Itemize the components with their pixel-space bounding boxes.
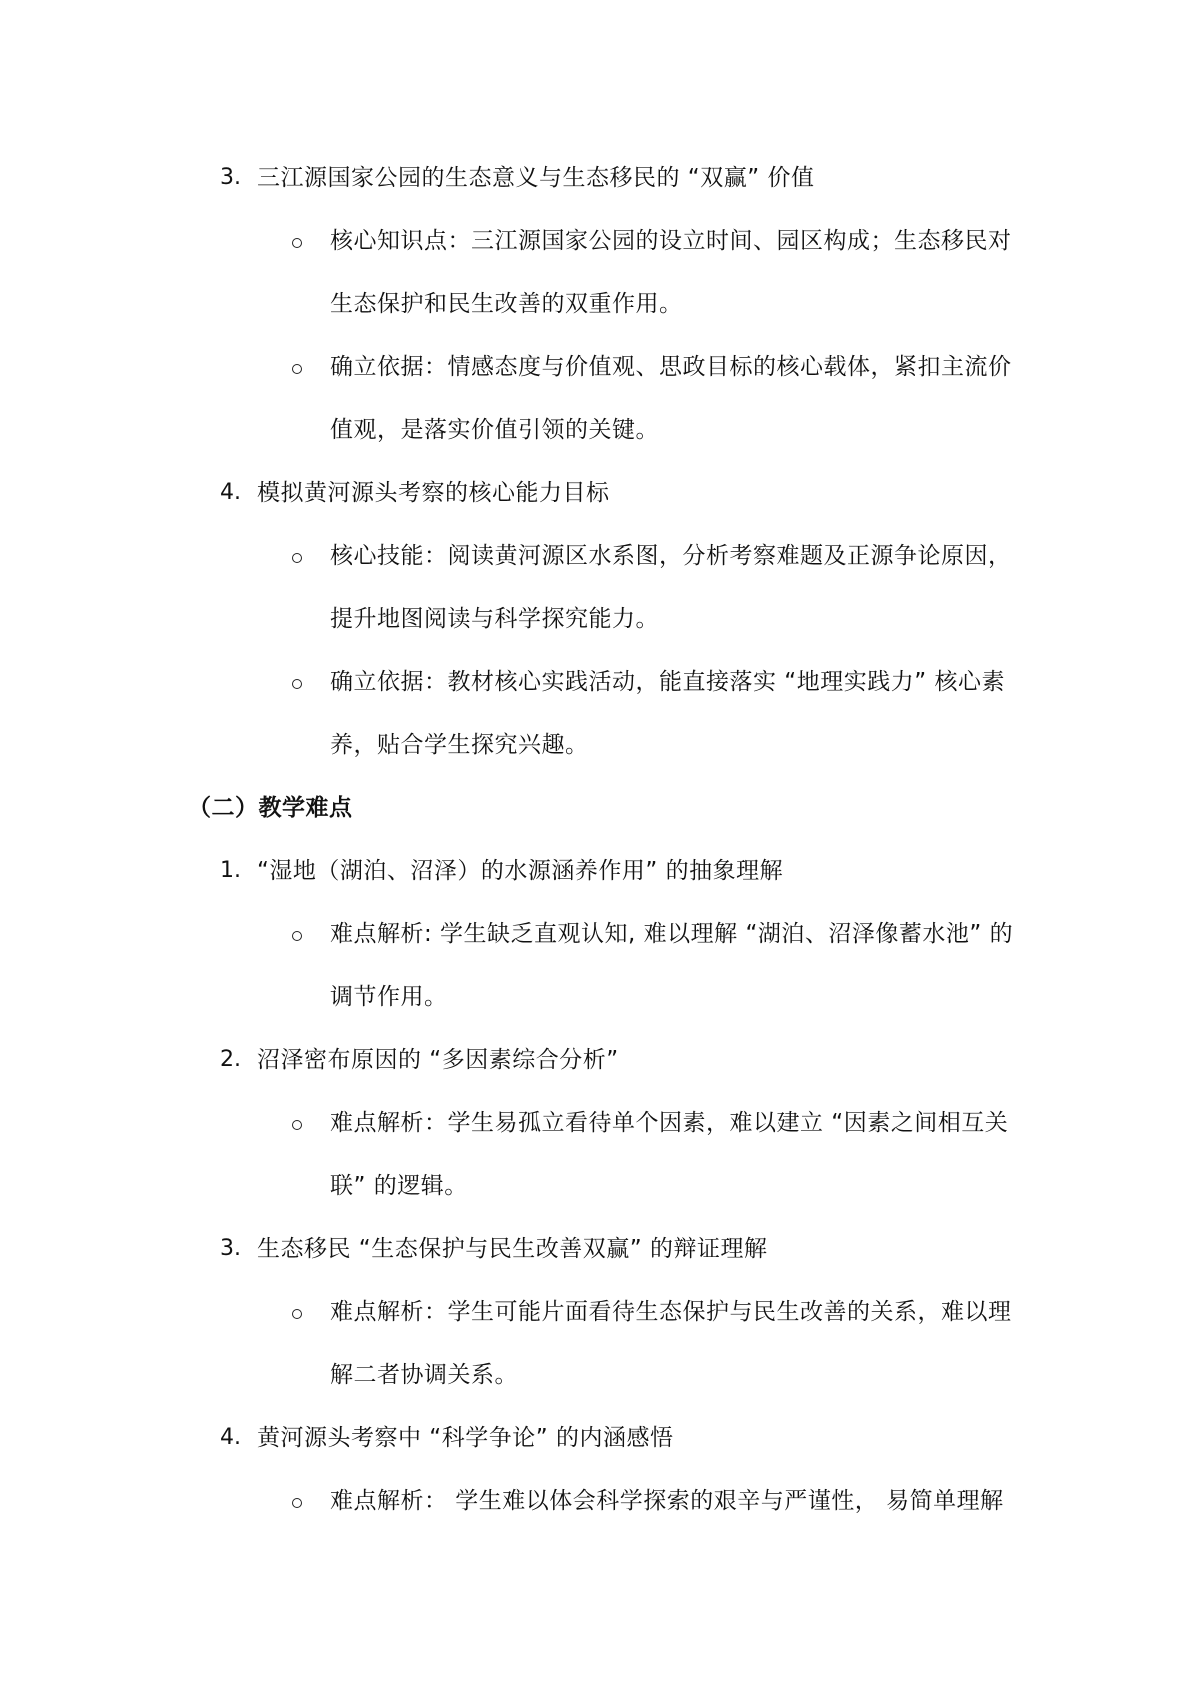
point-line: 值观，是落实价值引领的关键。 (330, 417, 659, 443)
point-line: 确立依据：教材核心实践活动，能直接落实 “地理实践力” 核心素 (330, 669, 1005, 695)
item-number: 2. (220, 1047, 241, 1072)
circle-bullet-icon (292, 931, 302, 941)
circle-bullet-icon (292, 553, 302, 563)
item-number: 4. (220, 1425, 241, 1450)
item-title: 模拟黄河源头考察的核心能力目标 (257, 480, 610, 506)
point-line: 难点解析： 学生难以体会科学探索的艰辛与严谨性， 易简单理解 (330, 1488, 1004, 1514)
circle-bullet-icon (292, 238, 302, 248)
section-heading: （二）教学难点 (188, 795, 353, 821)
point-line: 生态保护和民生改善的双重作用。 (330, 291, 683, 317)
circle-bullet-icon (292, 1120, 302, 1130)
item-title: 生态移民 “生态保护与民生改善双赢” 的辩证理解 (257, 1236, 768, 1262)
item-title: “湿地（湖泊、沼泽）的水源涵养作用” 的抽象理解 (257, 858, 784, 884)
item-title: 黄河源头考察中 “科学争论” 的内涵感悟 (257, 1425, 674, 1451)
point-line: 确立依据：情感态度与价值观、思政目标的核心载体，紧扣主流价 (330, 354, 1012, 380)
point-line: 难点解析：学生易孤立看待单个因素，难以建立 “因素之间相互关 (330, 1110, 1009, 1136)
circle-bullet-icon (292, 364, 302, 374)
item-number: 3. (220, 1236, 241, 1261)
point-line: 核心知识点：三江源国家公园的设立时间、园区构成；生态移民对 (330, 228, 1012, 254)
circle-bullet-icon (292, 679, 302, 689)
point-line: 解二者协调关系。 (330, 1362, 518, 1388)
point-line: 提升地图阅读与科学探究能力。 (330, 606, 659, 632)
circle-bullet-icon (292, 1498, 302, 1508)
point-line: 联” 的逻辑。 (330, 1173, 468, 1199)
item-title: 三江源国家公园的生态意义与生态移民的 “双赢” 价值 (257, 165, 815, 191)
item-number: 3. (220, 165, 241, 190)
point-line: 难点解析: 学生缺乏直观认知, 难以理解 “湖泊、沼泽像蓄水池” 的 (330, 921, 1014, 947)
point-line: 养，贴合学生探究兴趣。 (330, 732, 589, 758)
item-number: 4. (220, 480, 241, 505)
point-line: 难点解析：学生可能片面看待生态保护与民生改善的关系，难以理 (330, 1299, 1012, 1325)
item-number: 1. (220, 858, 241, 883)
circle-bullet-icon (292, 1309, 302, 1319)
point-line: 核心技能：阅读黄河源区水系图，分析考察难题及正源争论原因， (330, 543, 1012, 569)
point-line: 调节作用。 (330, 984, 448, 1010)
item-title: 沼泽密布原因的 “多因素综合分析” (257, 1047, 619, 1073)
